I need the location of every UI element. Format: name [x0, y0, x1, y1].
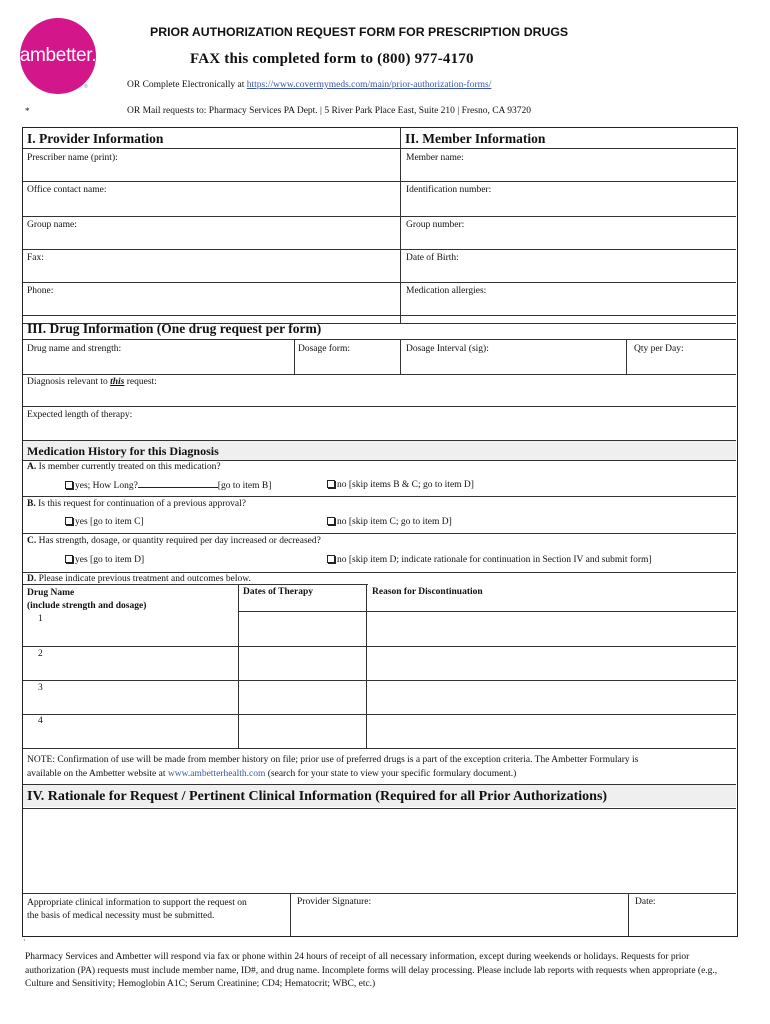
b-no-option[interactable]	[327, 517, 452, 527]
a-yes-option[interactable]	[65, 480, 271, 491]
fax-instructions: FAX this completed form to (800) 977-4170	[190, 51, 474, 67]
question-c	[27, 536, 321, 546]
provider-fax-field[interactable]: Fax:	[27, 253, 44, 263]
treatment-row-2: 2	[38, 649, 43, 659]
logo-trademark-mark: ®	[84, 84, 88, 90]
dosage-form-field[interactable]: Dosage form:	[298, 344, 350, 354]
therapy-length-field[interactable]: Expected length of therapy:	[27, 410, 133, 420]
question-a-text: Is member currently treated on this medication?	[36, 462, 221, 472]
question-d-letter: D.	[27, 574, 37, 584]
drug-name-strength-field[interactable]: Drug name and strength:	[27, 344, 122, 354]
question-d-text: Please indicate previous treatment and outcomes below.	[36, 574, 251, 584]
col-drug-name-line2: (include strength and dosage)	[27, 600, 147, 611]
formulary-note	[27, 754, 638, 781]
logo-text: ambetter.	[19, 45, 97, 66]
b-yes-label: yes [go to item C]	[75, 517, 144, 527]
c-no-label: no [skip item D; indicate rationale for continuation in Section IV and submit form]	[337, 555, 652, 565]
bullet-mark: *	[25, 106, 30, 116]
form-frame	[22, 127, 738, 937]
electronic-prefix: OR Complete Electronically at	[127, 80, 247, 90]
member-id-field[interactable]: Identification number:	[406, 185, 492, 195]
treatment-row-4: 4	[38, 716, 43, 726]
c-yes-label: yes [go to item D]	[75, 555, 145, 565]
question-a-letter: A.	[27, 462, 37, 472]
b-yes-option[interactable]	[65, 517, 144, 527]
question-b-letter: B.	[27, 499, 36, 509]
form-title: PRIOR AUTHORIZATION REQUEST FORM FOR PRESCRIPTION DRUGS	[150, 25, 569, 39]
diagnosis-prefix: Diagnosis relevant to	[27, 377, 111, 387]
col-reason-header: Reason for Discontinuation	[372, 587, 483, 597]
question-a	[27, 462, 221, 472]
note-line-2-suffix: (search for your state to view your specific formulary document.)	[265, 768, 517, 779]
c-yes-checkbox[interactable]	[65, 555, 73, 563]
member-name-field[interactable]: Member name:	[406, 153, 464, 163]
question-c-text: Has strength, dosage, or quantity required per day increased or decreased?	[36, 536, 321, 546]
office-contact-field[interactable]: Office contact name:	[27, 185, 107, 195]
footer-mark: ·	[23, 936, 26, 945]
question-b-text: Is this request for continuation of a previous approval?	[35, 499, 246, 509]
provider-signature-field[interactable]: Provider Signature:	[297, 897, 372, 907]
col-drug-name-header	[27, 587, 146, 612]
note-line-2	[27, 768, 638, 782]
member-info-heading: II. Member Information	[405, 131, 546, 146]
diagnosis-emphasis: this	[110, 377, 125, 387]
question-d	[27, 574, 251, 584]
b-no-checkbox[interactable]	[327, 517, 335, 525]
diagnosis-field[interactable]	[27, 377, 157, 387]
treatment-row-3: 3	[38, 683, 43, 693]
col-dates-header: Dates of Therapy	[243, 587, 314, 597]
c-no-checkbox[interactable]	[327, 555, 335, 563]
drug-info-heading: III. Drug Information (One drug request per form)	[27, 321, 322, 336]
a-yes-instruction: [go to item B]	[217, 481, 272, 491]
date-field[interactable]: Date:	[635, 897, 656, 907]
member-group-number-field[interactable]: Group number:	[406, 220, 465, 230]
provider-group-name-field[interactable]: Group name:	[27, 220, 77, 230]
medication-history-heading: Medication History for this Diagnosis	[27, 444, 219, 458]
note-line-2-prefix: available on the Ambetter website at	[27, 768, 168, 779]
diagnosis-suffix: request:	[124, 377, 157, 387]
note-line-1: NOTE: Confirmation of use will be made from member history on file; prior use of preferred drugs is a part of the exception criteria. The Ambetter Formulary is	[27, 755, 639, 765]
footer-notice: Pharmacy Services and Ambetter will respond via fax or phone within 24 hours of receipt of all necessary information, except during weekends or holidays. Requests for prior authorization (PA) requests must include member name, ID#, and drug name. Incomplete forms will delay processing. Please include lab reports with requests when appropriate (e.g., Culture and Sensitivity; Hemoglobin A1C; Serum Creatinine; CD4; Hematocrit; WBC, etc.)	[25, 952, 718, 989]
question-c-letter: C.	[27, 536, 37, 546]
covermymeds-link[interactable]: https://www.covermymeds.com/main/prior-authorization-forms/	[246, 80, 492, 90]
qty-per-day-field[interactable]: Qty per Day:	[634, 344, 684, 354]
clinical-info-line-1: Appropriate clinical information to support the request on	[27, 898, 247, 908]
col-drug-name-line1: Drug Name	[27, 588, 75, 598]
dosage-interval-field[interactable]: Dosage Interval (sig):	[406, 344, 489, 354]
a-no-label: no [skip items B & C; go to item D]	[337, 480, 474, 490]
member-dob-field[interactable]: Date of Birth:	[406, 253, 459, 263]
ambetter-website-link[interactable]: www.ambetterhealth.com	[167, 768, 266, 779]
a-yes-checkbox[interactable]	[65, 481, 73, 489]
prescriber-name-field[interactable]: Prescriber name (print):	[27, 153, 118, 163]
a-yes-label: yes; How Long?	[75, 481, 138, 491]
clinical-info-instruction	[27, 897, 247, 923]
b-yes-checkbox[interactable]	[65, 517, 73, 525]
section-divider	[400, 128, 401, 324]
clinical-info-line-2: the basis of medical necessity must be submitted.	[27, 911, 215, 921]
question-b	[27, 499, 246, 509]
how-long-blank[interactable]	[138, 480, 218, 488]
mail-instructions: OR Mail requests to: Pharmacy Services PA Dept. | 5 River Park Place East, Suite 210 | Fresno, CA 93720	[127, 106, 531, 116]
b-no-label: no [skip item C; go to item D]	[337, 517, 452, 527]
provider-info-heading: I. Provider Information	[27, 131, 164, 146]
medication-allergies-field[interactable]: Medication allergies:	[406, 286, 487, 296]
rationale-heading: IV. Rationale for Request / Pertinent Clinical Information (Required for all Prior Authorizations)	[27, 789, 608, 804]
electronic-submission-line	[127, 80, 491, 90]
a-no-option[interactable]	[327, 480, 474, 490]
provider-phone-field[interactable]: Phone:	[27, 286, 54, 296]
treatment-row-1: 1	[38, 614, 43, 624]
a-no-checkbox[interactable]	[327, 480, 335, 488]
rationale-text-area[interactable]	[24, 809, 735, 893]
c-yes-option[interactable]	[65, 555, 144, 565]
ambetter-logo	[20, 18, 96, 94]
c-no-option[interactable]	[327, 555, 652, 565]
